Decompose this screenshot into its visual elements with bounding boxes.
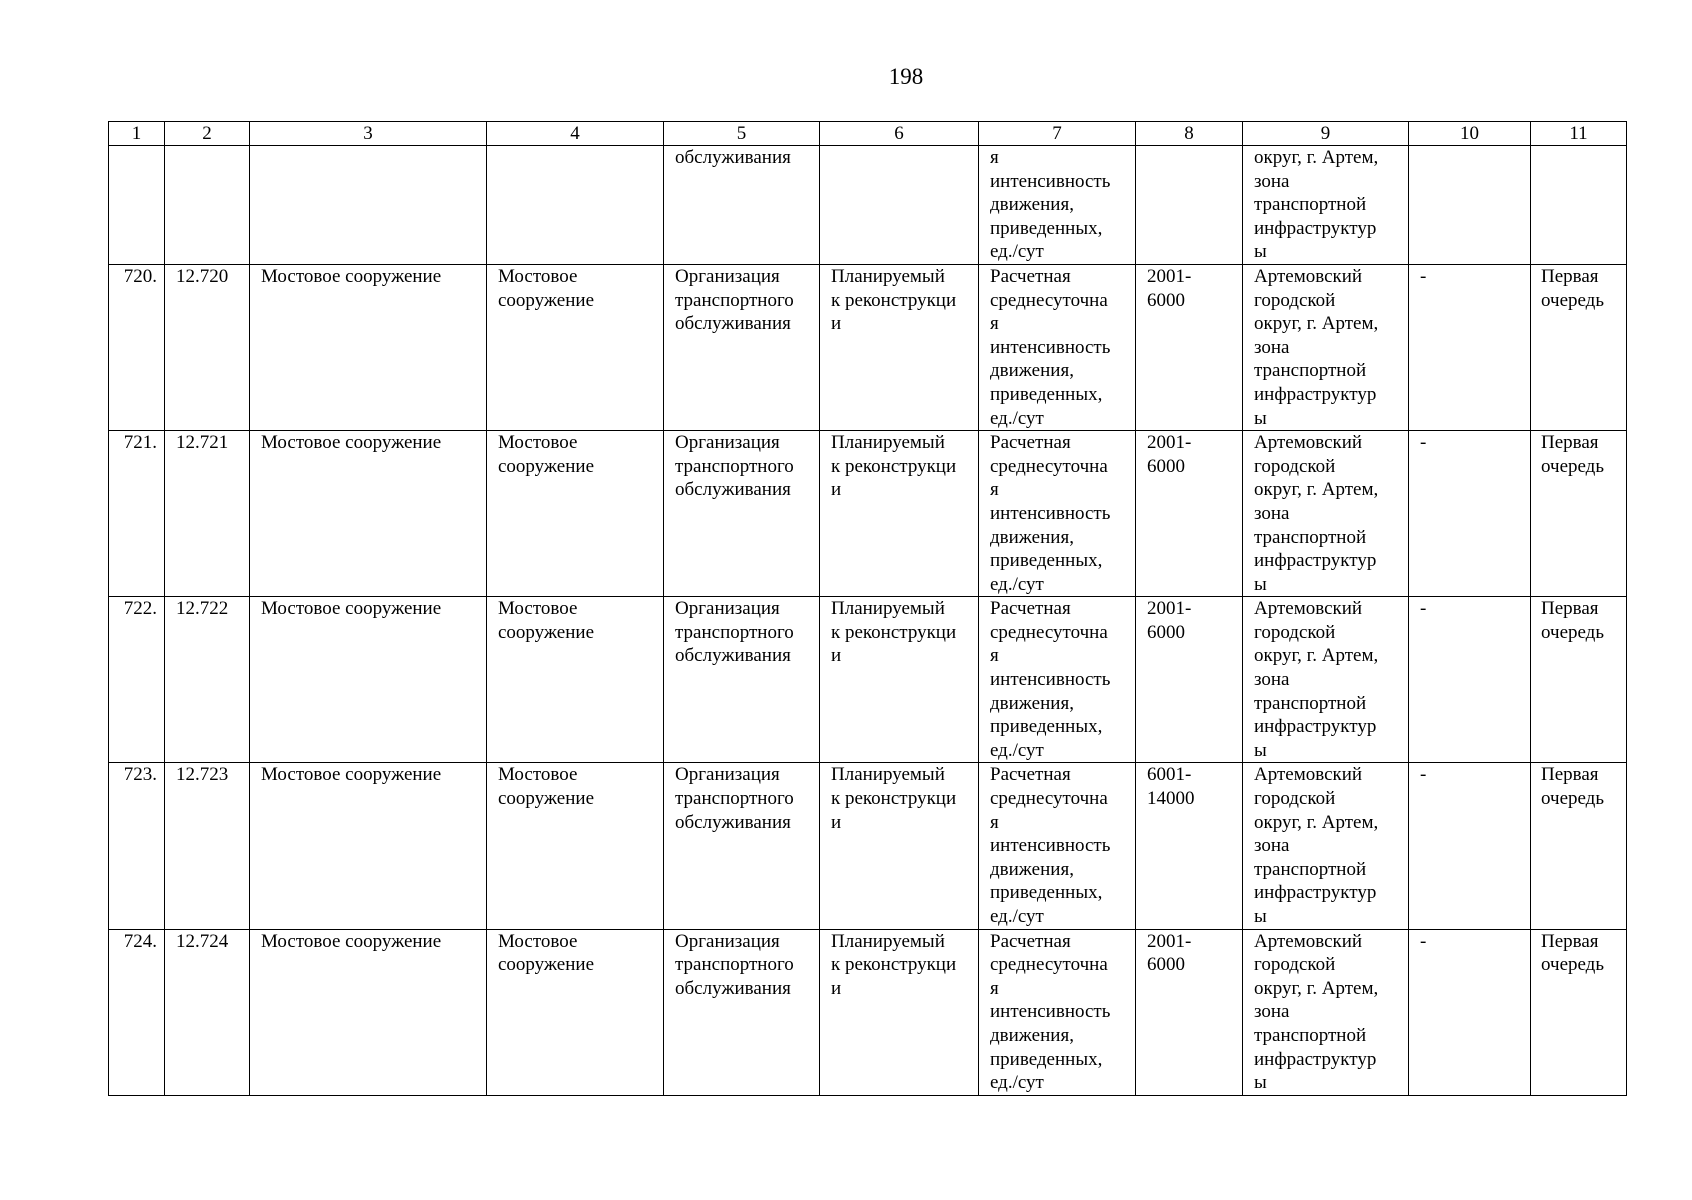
cell-zone: - <box>1409 597 1531 763</box>
cell-status: Планируемый к реконструкци и <box>820 264 979 430</box>
table-row <box>109 597 1627 763</box>
cell-zone <box>1409 146 1531 265</box>
cell-location: Артемовский городской округ, г. Артем, зона транспортной инфраструктур ы <box>1243 431 1409 597</box>
cell-object-type <box>487 146 664 265</box>
column-header: 2 <box>165 122 250 146</box>
column-header: 4 <box>487 122 664 146</box>
cell-value <box>1136 146 1243 265</box>
table-row <box>109 264 1627 430</box>
cell-purpose: Организация транспортного обслуживания <box>664 929 820 1095</box>
cell-queue: Первая очередь <box>1531 929 1627 1095</box>
cell-status: Планируемый к реконструкци и <box>820 431 979 597</box>
cell-queue <box>1531 146 1627 265</box>
cell-characteristic: Расчетная среднесуточна я интенсивность движения, приведенных, ед./сут <box>979 431 1136 597</box>
cell-purpose: Организация транспортного обслуживания <box>664 763 820 929</box>
column-header: 1 <box>109 122 165 146</box>
cell-object-type: Мостовое сооружение <box>487 929 664 1095</box>
cell-object-type: Мостовое сооружение <box>487 597 664 763</box>
column-header: 6 <box>820 122 979 146</box>
data-table <box>108 121 1627 1096</box>
cell-value: 2001- 6000 <box>1136 431 1243 597</box>
table-row <box>109 431 1627 597</box>
cell-location: Артемовский городской округ, г. Артем, зона транспортной инфраструктур ы <box>1243 763 1409 929</box>
cell-object-name: Мостовое сооружение <box>250 264 487 430</box>
cell-value: 2001- 6000 <box>1136 264 1243 430</box>
cell-object-type: Мостовое сооружение <box>487 264 664 430</box>
column-header: 9 <box>1243 122 1409 146</box>
cell-code: 12.724 <box>165 929 250 1095</box>
column-header: 5 <box>664 122 820 146</box>
column-header: 3 <box>250 122 487 146</box>
cell-row-number: 723. <box>109 763 165 929</box>
cell-queue: Первая очередь <box>1531 431 1627 597</box>
column-header: 8 <box>1136 122 1243 146</box>
cell-location: Артемовский городской округ, г. Артем, зона транспортной инфраструктур ы <box>1243 264 1409 430</box>
cell-code: 12.720 <box>165 264 250 430</box>
cell-object-type: Мостовое сооружение <box>487 431 664 597</box>
cell-status: Планируемый к реконструкци и <box>820 763 979 929</box>
cell-characteristic: я интенсивность движения, приведенных, ед./сут <box>979 146 1136 265</box>
column-header: 10 <box>1409 122 1531 146</box>
cell-purpose: Организация транспортного обслуживания <box>664 597 820 763</box>
cell-characteristic: Расчетная среднесуточна я интенсивность движения, приведенных, ед./сут <box>979 763 1136 929</box>
cell-characteristic: Расчетная среднесуточна я интенсивность движения, приведенных, ед./сут <box>979 264 1136 430</box>
cell-object-name: Мостовое сооружение <box>250 597 487 763</box>
column-header: 7 <box>979 122 1136 146</box>
cell-row-number: 724. <box>109 929 165 1095</box>
cell-value: 2001- 6000 <box>1136 597 1243 763</box>
cell-object-type: Мостовое сооружение <box>487 763 664 929</box>
cell-queue: Первая очередь <box>1531 264 1627 430</box>
cell-code: 12.721 <box>165 431 250 597</box>
cell-location: Артемовский городской округ, г. Артем, зона транспортной инфраструктур ы <box>1243 597 1409 763</box>
cell-zone: - <box>1409 763 1531 929</box>
cell-code: 12.722 <box>165 597 250 763</box>
cell-location: Артемовский городской округ, г. Артем, зона транспортной инфраструктур ы <box>1243 929 1409 1095</box>
cell-location: округ, г. Артем, зона транспортной инфраструктур ы <box>1243 146 1409 265</box>
cell-queue: Первая очередь <box>1531 597 1627 763</box>
cell-code <box>165 146 250 265</box>
page-number: 198 <box>888 64 924 89</box>
cell-zone: - <box>1409 431 1531 597</box>
cell-object-name: Мостовое сооружение <box>250 763 487 929</box>
cell-object-name <box>250 146 487 265</box>
cell-queue: Первая очередь <box>1531 763 1627 929</box>
cell-object-name: Мостовое сооружение <box>250 929 487 1095</box>
cell-status <box>820 146 979 265</box>
cell-zone: - <box>1409 929 1531 1095</box>
cell-row-number: 721. <box>109 431 165 597</box>
cell-code: 12.723 <box>165 763 250 929</box>
cell-characteristic: Расчетная среднесуточна я интенсивность движения, приведенных, ед./сут <box>979 929 1136 1095</box>
column-number-row <box>109 122 1627 146</box>
cell-status: Планируемый к реконструкци и <box>820 597 979 763</box>
cell-object-name: Мостовое сооружение <box>250 431 487 597</box>
cell-row-number <box>109 146 165 265</box>
table-row <box>109 763 1627 929</box>
table-row <box>109 929 1627 1095</box>
cell-value: 6001- 14000 <box>1136 763 1243 929</box>
cell-status: Планируемый к реконструкци и <box>820 929 979 1095</box>
cell-zone: - <box>1409 264 1531 430</box>
cell-purpose: обслуживания <box>664 146 820 265</box>
continuation-row <box>109 146 1627 265</box>
column-header: 11 <box>1531 122 1627 146</box>
cell-purpose: Организация транспортного обслуживания <box>664 264 820 430</box>
cell-characteristic: Расчетная среднесуточна я интенсивность движения, приведенных, ед./сут <box>979 597 1136 763</box>
cell-row-number: 720. <box>109 264 165 430</box>
cell-purpose: Организация транспортного обслуживания <box>664 431 820 597</box>
cell-value: 2001- 6000 <box>1136 929 1243 1095</box>
cell-row-number: 722. <box>109 597 165 763</box>
